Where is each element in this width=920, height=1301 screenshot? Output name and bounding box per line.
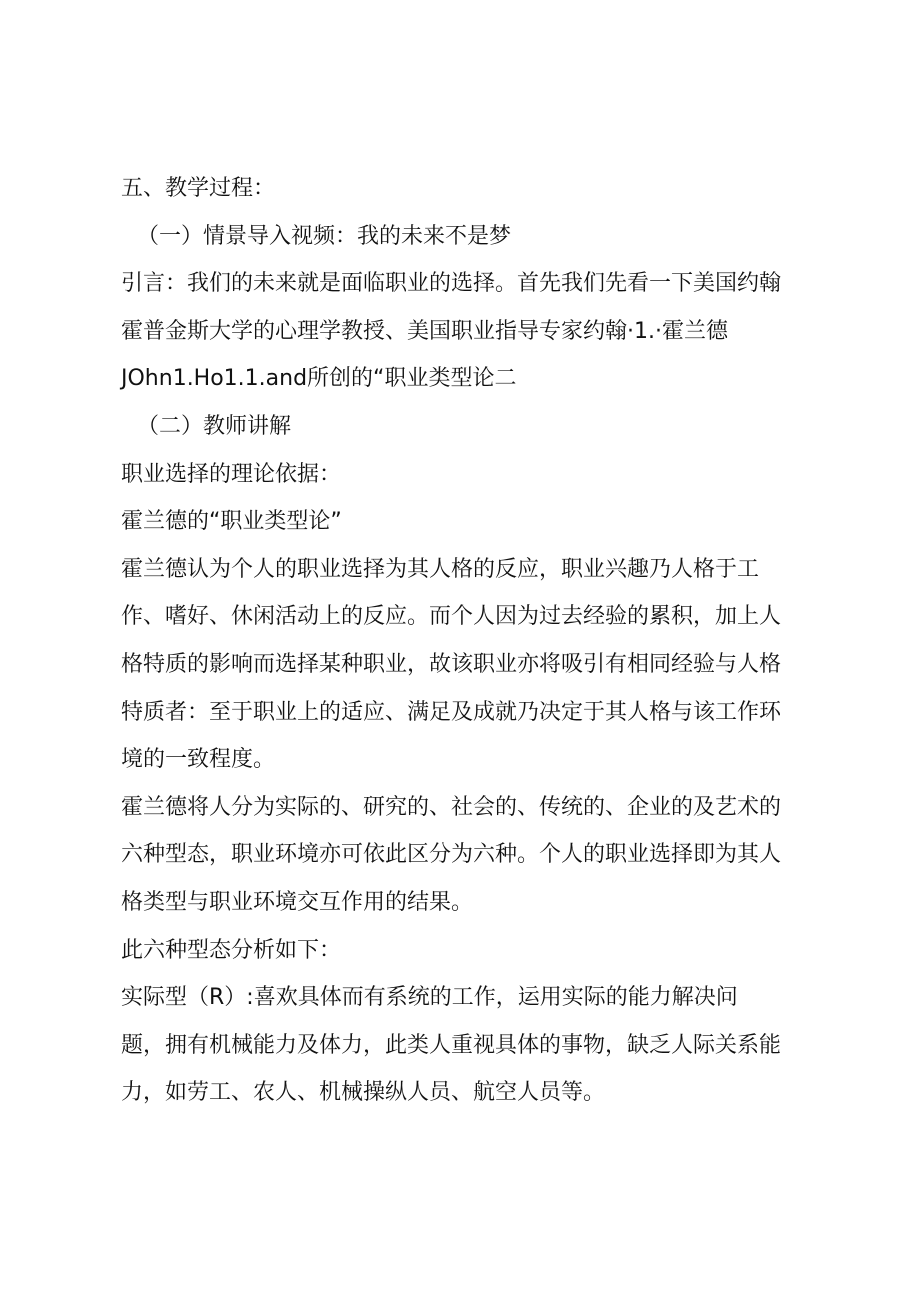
subsection-heading: （二）教师讲解 xyxy=(137,413,292,439)
paragraph-line: 霍兰德将人分为实际的、研究的、社会的、传统的、企业的及艺术的 xyxy=(121,794,782,820)
paragraph-line: 六种型态，职业环境亦可依此区分为六种。个人的职业选择即为其人 xyxy=(121,842,782,868)
paragraph-line: JOhn1.Ho1.1.and所创的“职业类型论二 xyxy=(121,366,517,392)
paragraph-line: 境的一致程度。 xyxy=(121,747,276,773)
paragraph-line: 实际型（R）:喜欢具体而有系统的工作，运用实际的能力解决问 xyxy=(121,985,738,1011)
document-body xyxy=(121,165,821,1117)
paragraph-line: 格类型与职业环境交互作用的结果。 xyxy=(121,889,474,915)
paragraph-line: 霍普金斯大学的心理学教授、美国职业指导专家约翰·1.·霍兰德 xyxy=(121,318,728,344)
paragraph-line: 此六种型态分析如下： xyxy=(121,937,342,963)
paragraph-line: 职业选择的理论依据： xyxy=(121,461,342,487)
section-heading: 五、教学过程： xyxy=(121,176,276,201)
paragraph-line: 题，拥有机械能力及体力，此类人重视具体的事物，缺乏人际关系能 xyxy=(121,1032,782,1058)
paragraph-line: 霍兰德的“职业类型论” xyxy=(121,509,342,535)
paragraph-line: 力，如劳工、农人、机械操纵人员、航空人员等。 xyxy=(121,1080,606,1106)
paragraph-line: 引言：我们的未来就是面临职业的选择。首先我们先看一下美国约翰 xyxy=(121,271,782,297)
paragraph-line: 格特质的影响而选择某种职业，故该职业亦将吸引有相同经验与人格 xyxy=(121,651,782,677)
paragraph-line: 霍兰德认为个人的职业选择为其人格的反应，职业兴趣乃人格于工 xyxy=(121,556,760,582)
paragraph-line: 作、嗜好、休闲活动上的反应。而个人因为过去经验的累积，加上人 xyxy=(121,604,782,630)
subsection-heading: （一）情景导入视频：我的未来不是梦 xyxy=(137,223,512,249)
paragraph-line: 特质者：至于职业上的适应、满足及成就乃决定于其人格与该工作环 xyxy=(121,699,782,725)
